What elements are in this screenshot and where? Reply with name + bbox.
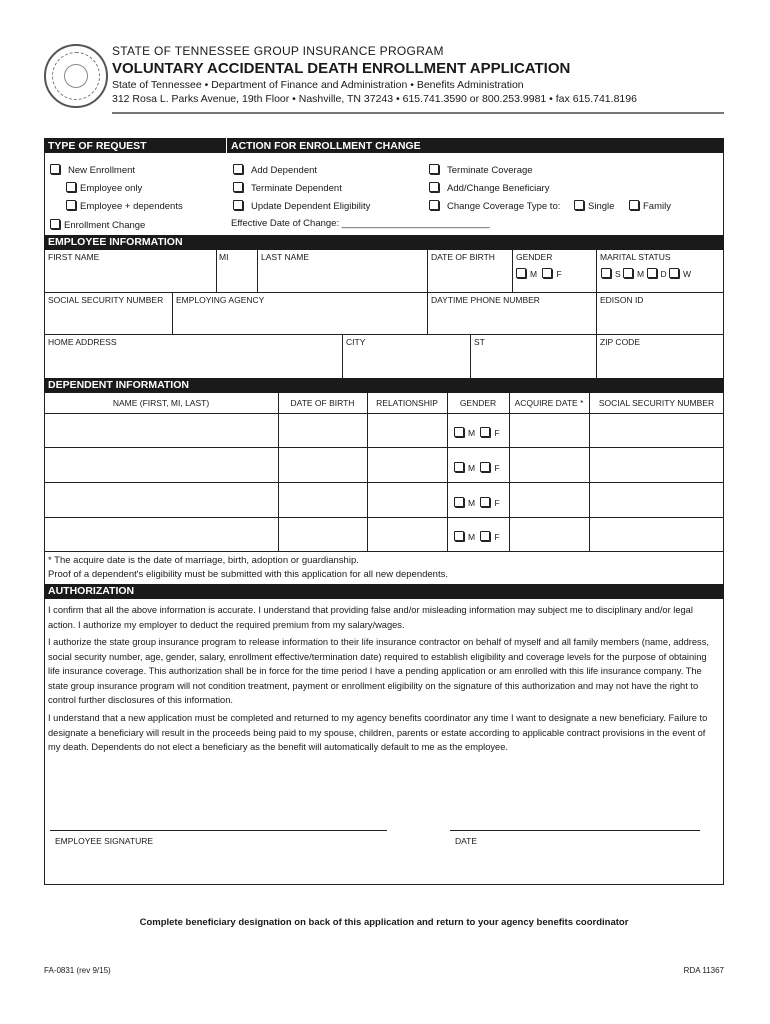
- gender-f-checkbox[interactable]: [542, 268, 552, 278]
- employee-only-checkbox[interactable]: [66, 182, 76, 192]
- dependent-name-header: NAME (FIRST, MI, LAST): [112, 398, 210, 408]
- dep1-f-checkbox[interactable]: [480, 427, 490, 437]
- enrollment-change-checkbox[interactable]: [50, 219, 60, 229]
- terminate-coverage-option[interactable]: Terminate Coverage: [429, 164, 533, 176]
- terminate-dependent-checkbox[interactable]: [233, 182, 243, 192]
- dependent-ssn-header: SOCIAL SECURITY NUMBER: [598, 398, 715, 408]
- date-line[interactable]: [450, 830, 700, 831]
- marital-s-checkbox[interactable]: [601, 268, 611, 278]
- ssn-label: SOCIAL SECURITY NUMBER: [48, 295, 164, 305]
- zip-code-label: ZIP CODE: [600, 337, 640, 347]
- eligibility-note: Proof of a dependent's eligibility must be submitted with this application for all new dependents.: [48, 569, 448, 580]
- action-heading: ACTION FOR ENROLLMENT CHANGE: [231, 140, 421, 152]
- authorization-paragraph-1: I confirm that all the above information is accurate. I understand that providing false and/or misleading information may subject me to disciplinary and/or legal action. I authorize my employer to deduct the required premium from my salary/wages.: [48, 605, 693, 630]
- employee-only-option[interactable]: Employee only: [66, 182, 142, 194]
- terminate-coverage-checkbox[interactable]: [429, 164, 439, 174]
- dep4-m-checkbox[interactable]: [454, 531, 464, 541]
- authorization-paragraph-2: I authorize the state group insurance program to release information to their life insurance contractor on behalf of myself and all family members (name, address, social security number, age, gender, salary, enrollment effective/termination date) required to establish eligibility and coverage levels for the purpose of obtaining life insurance coverage. This authorization shall be in force for the time period I have a pending application or am enrolled with this life insurance company. The state group insurance program will not condition treatment, payment or enrollment eligibility on the signature of this authorization and may not have the right to control further disclosures of this information.: [48, 637, 709, 705]
- effective-date-field[interactable]: Effective Date of Change: ____________________________: [231, 218, 490, 229]
- acquire-date-note: * The acquire date is the date of marriage, birth, adoption or guardianship.: [48, 555, 359, 566]
- dep2-f-checkbox[interactable]: [480, 462, 490, 472]
- rda-number: RDA 11367: [683, 966, 724, 975]
- change-coverage-type-checkbox[interactable]: [429, 200, 439, 210]
- dependent-gender-header: GENDER: [459, 398, 497, 408]
- marital-options: S M D W: [601, 268, 691, 279]
- department-line: State of Tennessee • Department of Finance and Administration • Benefits Administration: [112, 79, 524, 91]
- authorization-header: AUTHORIZATION: [44, 584, 724, 599]
- terminate-dependent-option[interactable]: Terminate Dependent: [233, 182, 342, 194]
- family-checkbox[interactable]: [629, 200, 639, 210]
- dep1-m-checkbox[interactable]: [454, 427, 464, 437]
- family-option[interactable]: Family: [629, 200, 671, 212]
- first-name-label: FIRST NAME: [48, 252, 100, 262]
- state-label: ST: [474, 337, 485, 347]
- city-label: CITY: [346, 337, 366, 347]
- footer-instruction: Complete beneficiary designation on back of this application and return to your agency benefits coordinator: [139, 917, 629, 928]
- new-enrollment-checkbox[interactable]: [50, 164, 60, 174]
- add-dependent-option[interactable]: Add Dependent: [233, 164, 317, 176]
- last-name-label: LAST NAME: [261, 252, 310, 262]
- tennessee-state-seal: [44, 44, 108, 108]
- dep2-m-checkbox[interactable]: [454, 462, 464, 472]
- dependent-row-gender: M F: [454, 531, 500, 542]
- type-of-request-heading: TYPE OF REQUEST: [48, 140, 147, 152]
- form-number: FA-0831 (rev 9/15): [44, 966, 111, 975]
- gender-label: GENDER: [516, 252, 553, 262]
- daytime-phone-label: DAYTIME PHONE NUMBER: [431, 295, 540, 305]
- enrollment-change-option[interactable]: Enrollment Change: [50, 219, 145, 231]
- marital-d-checkbox[interactable]: [647, 268, 657, 278]
- update-eligibility-option[interactable]: Update Dependent Eligibility: [233, 200, 370, 212]
- form-title: VOLUNTARY ACCIDENTAL DEATH ENROLLMENT APPLICATION: [112, 60, 571, 77]
- dependent-row-gender: M F: [454, 427, 500, 438]
- dependent-info-header: DEPENDENT INFORMATION: [44, 378, 724, 393]
- dep3-m-checkbox[interactable]: [454, 497, 464, 507]
- dependent-row-gender: M F: [454, 497, 500, 508]
- add-change-beneficiary-option[interactable]: Add/Change Beneficiary: [429, 182, 549, 194]
- single-checkbox[interactable]: [574, 200, 584, 210]
- employee-signature-label: EMPLOYEE SIGNATURE: [55, 836, 154, 846]
- single-option[interactable]: Single: [574, 200, 614, 212]
- add-change-beneficiary-checkbox[interactable]: [429, 182, 439, 192]
- add-dependent-checkbox[interactable]: [233, 164, 243, 174]
- dep3-f-checkbox[interactable]: [480, 497, 490, 507]
- date-of-birth-label: DATE OF BIRTH: [431, 252, 495, 262]
- gender-options: M F: [516, 268, 562, 279]
- new-enrollment-option[interactable]: New Enrollment: [50, 164, 135, 176]
- header-divider: [112, 112, 724, 114]
- dep4-f-checkbox[interactable]: [480, 531, 490, 541]
- signature-line[interactable]: [50, 830, 387, 831]
- acquire-date-header: ACQUIRE DATE *: [514, 398, 584, 408]
- employee-dependents-option[interactable]: Employee + dependents: [66, 200, 183, 212]
- mi-label: MI: [219, 252, 229, 262]
- update-eligibility-checkbox[interactable]: [233, 200, 243, 210]
- home-address-label: HOME ADDRESS: [48, 337, 117, 347]
- authorization-paragraph-3: I understand that a new application must be completed and returned to my agency benefits coordinator any time I want to designate a new beneficiary. Failure to designate a beneficiary will result in the proceeds being paid to my spouse, children, parents or estate according to applicable contract provisions in the event of my death. Dependents do not elect a beneficiary as the benefit will automatically default to me as the employee.: [48, 713, 708, 752]
- gender-m-checkbox[interactable]: [516, 268, 526, 278]
- program-name: STATE OF TENNESSEE GROUP INSURANCE PROGRAM: [112, 44, 444, 58]
- employee-dependents-checkbox[interactable]: [66, 200, 76, 210]
- marital-m-checkbox[interactable]: [623, 268, 633, 278]
- dependent-row-gender: M F: [454, 462, 500, 473]
- relationship-header: RELATIONSHIP: [376, 398, 438, 408]
- marital-w-checkbox[interactable]: [669, 268, 679, 278]
- employing-agency-label: EMPLOYING AGENCY: [176, 295, 265, 305]
- dependent-table: [44, 393, 724, 552]
- employee-info-header: EMPLOYEE INFORMATION: [44, 235, 724, 250]
- marital-status-label: MARITAL STATUS: [600, 252, 671, 262]
- signature-date-label: DATE: [455, 836, 478, 846]
- change-coverage-type-option: Change Coverage Type to:: [429, 200, 560, 212]
- edison-id-label: EDISON ID: [600, 295, 644, 305]
- dependent-dob-header: DATE OF BIRTH: [290, 398, 355, 408]
- address-line: 312 Rosa L. Parks Avenue, 19th Floor • Nashville, TN 37243 • 615.741.3590 or 800.253.9981 • fax 615.741.8196: [112, 93, 637, 105]
